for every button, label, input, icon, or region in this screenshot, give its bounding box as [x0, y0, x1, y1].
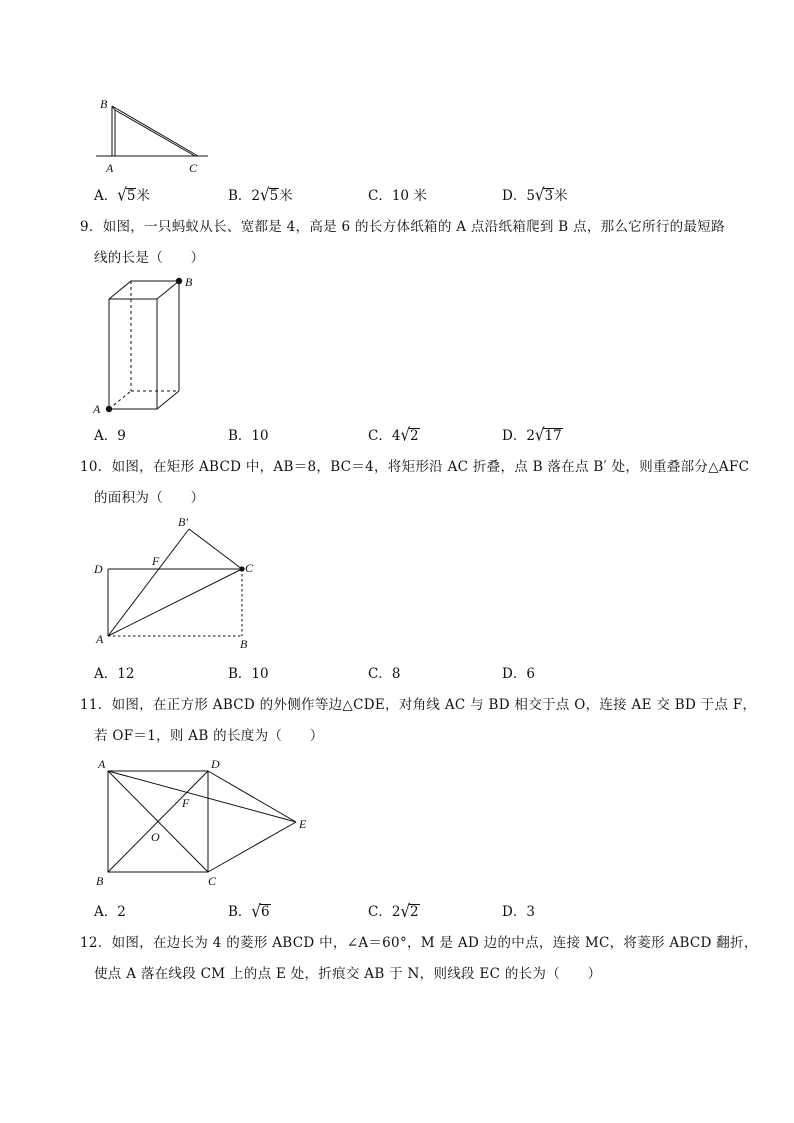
question-11 [80, 690, 756, 752]
q11-label-f: F [182, 796, 190, 810]
question-10 [80, 452, 749, 514]
q11-option-a[interactable]: A．2 [94, 904, 126, 920]
q9-text-line1: 9．如图，一只蚂蚁从长、宽都是 4，高是 6 的长方体纸箱的 A 点沿纸箱爬到 B 点，那么它所行的最短路 [80, 219, 725, 235]
q9-option-d[interactable]: D．2√17 [502, 424, 562, 446]
question-9 [80, 212, 725, 274]
q9-label-a: A [93, 402, 101, 416]
q9-label-b: B [185, 275, 193, 289]
q11-label-a: A [98, 757, 106, 771]
q12-text-line1: 12．如图，在边长为 4 的菱形 ABCD 中，∠A＝60°，M 是 AD 边的中点，连接 MC，将菱形 ABCD 翻折， [80, 935, 758, 951]
q8-label-c: C [189, 161, 198, 175]
q11-options [94, 900, 654, 922]
q9-text-line2: 线的长是（ ） [94, 250, 205, 266]
q12-text-line2: 使点 A 落在线段 CM 上的点 E 处，折痕交 AB 于 N，则线段 EC 的长为（ ） [94, 966, 602, 982]
q11-option-d[interactable]: D．3 [502, 904, 535, 920]
q10-label-f: F [152, 554, 160, 568]
q10-label-a: A [96, 632, 104, 646]
q8-label-a: A [106, 161, 114, 175]
q8-figure [88, 92, 218, 178]
q9-option-b[interactable]: B．10 [228, 428, 269, 444]
q10-figure [88, 512, 268, 652]
q9-option-a[interactable]: A．9 [94, 428, 126, 444]
q10-text-line1: 10．如图，在矩形 ABCD 中，AB＝8，BC＝4，将矩形沿 AC 折叠，点 B 落在点 B′ 处，则重叠部分△AFC [80, 459, 750, 475]
q11-option-c[interactable]: C．2√2 [368, 900, 419, 922]
q8-option-b[interactable]: B．2√5米 [228, 184, 293, 206]
q10-option-a[interactable]: A．12 [94, 666, 135, 682]
q10-label-b: B [240, 637, 248, 651]
q11-figure [88, 752, 318, 892]
q11-option-b[interactable]: B．√6 [228, 900, 270, 922]
q8-options [94, 184, 654, 206]
q9-options [94, 424, 654, 446]
q10-text-line2: 的面积为（ ） [94, 490, 205, 506]
q10-options [94, 662, 654, 684]
q10-option-b[interactable]: B．10 [228, 666, 269, 682]
q8-label-b: B [100, 97, 108, 111]
q8-option-a[interactable]: A．√5米 [94, 184, 150, 206]
q11-label-e: E [299, 817, 307, 831]
q9-figure [90, 272, 210, 418]
q11-text-line2: 若 OF＝1，则 AB 的长度为（ ） [94, 728, 324, 744]
q10-label-d: D [94, 562, 103, 576]
q9-option-c[interactable]: C．4√2 [368, 424, 419, 446]
q10-label-c: C [245, 561, 254, 575]
question-12 [80, 928, 758, 990]
q11-label-b: B [96, 874, 104, 888]
q8-option-c[interactable]: C．10 米 [368, 188, 427, 204]
q11-label-d: D [211, 757, 220, 771]
q10-option-d[interactable]: D．6 [502, 666, 535, 682]
q8-option-d[interactable]: D．5√3米 [502, 184, 568, 206]
q11-label-c: C [208, 874, 217, 888]
q10-option-c[interactable]: C．8 [368, 666, 401, 682]
q11-label-o: O [151, 830, 160, 844]
q11-text-line1: 11．如图，在正方形 ABCD 的外侧作等边△CDE，对角线 AC 与 BD 相交于点 O，连接 AE 交 BD 于点 F， [80, 697, 757, 713]
q10-label-b1: B′ [178, 515, 188, 529]
